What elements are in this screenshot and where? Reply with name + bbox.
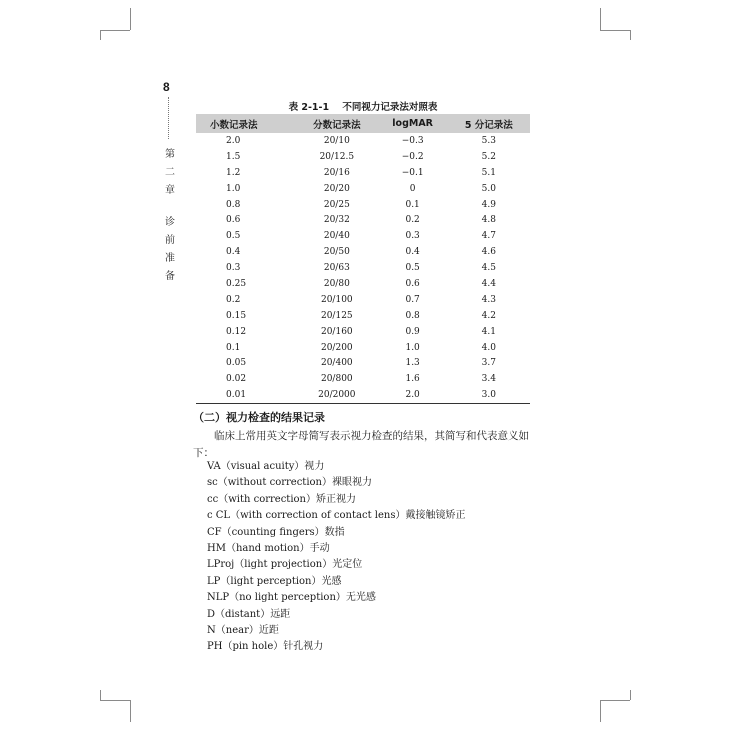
side-title-char: 备 xyxy=(165,271,175,282)
table-cell: 4.9 xyxy=(481,199,496,210)
table-number: 表 2-1-1 xyxy=(288,102,330,113)
table-cell: 4.4 xyxy=(481,278,496,289)
table-row xyxy=(196,244,530,260)
table-row xyxy=(196,228,530,244)
table-cell: 0.8 xyxy=(226,199,241,210)
table-header-row xyxy=(196,114,530,133)
crop-mark xyxy=(630,690,631,700)
table-cell: 0.01 xyxy=(196,387,296,403)
side-title-char: 前 xyxy=(165,235,175,246)
table-cell: 0.1 xyxy=(405,199,420,210)
side-dotted-rule xyxy=(168,97,169,139)
table-cell: 20/125 xyxy=(320,310,353,321)
table-cell: 0.8 xyxy=(405,310,420,321)
table-row xyxy=(196,355,530,371)
table-cell: 0.3 xyxy=(405,231,420,242)
table-cell: 1.3 xyxy=(405,358,420,369)
table-cell: 2.0 xyxy=(378,387,448,403)
page-number: 8 xyxy=(163,80,170,94)
table-cell: 3.0 xyxy=(448,387,530,403)
list-item: sc（without correction）裸眼视力 xyxy=(207,477,372,489)
table-cell: 20/63 xyxy=(323,263,350,274)
table-cell: 5.2 xyxy=(481,151,496,162)
side-chapter-gap xyxy=(163,200,177,214)
table-cell: 3.7 xyxy=(481,358,496,369)
crop-mark xyxy=(100,30,130,31)
list-item: HM（hand motion）手动 xyxy=(207,543,330,555)
table-cell: 4.2 xyxy=(481,310,496,321)
table-cell: 20/200 xyxy=(320,342,353,353)
header-decimal: 小数记录法 xyxy=(196,114,296,133)
list-item: NLP（no light perception）无光感 xyxy=(207,592,376,604)
table-row xyxy=(196,197,530,213)
visual-acuity-table xyxy=(196,114,530,404)
table-row xyxy=(196,181,530,197)
crop-mark xyxy=(130,8,131,30)
table-cell: 0.02 xyxy=(226,374,247,385)
table-cell: 20/40 xyxy=(323,231,350,242)
table-cell: 20/25 xyxy=(323,199,350,210)
table-cell: −0.2 xyxy=(401,151,424,162)
table-cell: 4.0 xyxy=(481,342,496,353)
side-title-char: 诊 xyxy=(165,217,175,228)
header-fraction: 分数记录法 xyxy=(296,114,378,133)
table-cell: 0.1 xyxy=(226,342,241,353)
table-cell: 1.0 xyxy=(226,183,241,194)
crop-mark xyxy=(600,8,601,30)
list-item: VA（visual acuity）视力 xyxy=(207,461,325,472)
table-cell: 4.7 xyxy=(481,231,496,242)
table-cell: 0.3 xyxy=(226,263,241,274)
table-row xyxy=(196,308,530,324)
table-row xyxy=(196,276,530,292)
table-caption xyxy=(196,99,530,113)
crop-mark xyxy=(130,700,131,722)
table-cell: 20/400 xyxy=(320,358,353,369)
table-row xyxy=(196,292,530,308)
table-cell: 5.1 xyxy=(481,167,496,178)
side-chapter-char: 章 xyxy=(165,185,175,196)
table-cell: 20/100 xyxy=(320,294,353,305)
crop-mark xyxy=(100,30,101,40)
abbreviation-list xyxy=(207,459,465,656)
table-row xyxy=(196,324,530,340)
table-cell: 0 xyxy=(409,183,416,194)
table-cell: −0.1 xyxy=(401,167,424,178)
table-cell: 4.8 xyxy=(481,215,496,226)
table-cell: 20/50 xyxy=(323,247,350,258)
list-item: c CL（with correction of contact lens）戴接触镜矫正 xyxy=(207,510,466,522)
crop-mark xyxy=(600,700,630,701)
table-row xyxy=(196,133,530,149)
table-title: 不同视力记录法对照表 xyxy=(342,102,438,113)
table-cell: 20/16 xyxy=(323,167,350,178)
table-cell: 1.2 xyxy=(226,167,241,178)
table-cell: 20/2000 xyxy=(296,387,378,403)
crop-mark xyxy=(630,30,631,40)
list-item: PH（pin hole）针孔视力 xyxy=(207,641,324,653)
table-body xyxy=(196,133,530,404)
intro-text: 临床上常用英文字母简写表示视力检查的结果，其简写和代表意义如下： xyxy=(193,430,529,459)
table-cell: −0.3 xyxy=(401,135,424,146)
crop-mark xyxy=(600,700,601,722)
table-row xyxy=(196,260,530,276)
table-cell: 4.5 xyxy=(481,263,496,274)
table-cell: 0.5 xyxy=(405,263,420,274)
table-cell: 0.2 xyxy=(405,215,420,226)
table-row xyxy=(196,165,530,181)
list-item: N（near）近距 xyxy=(207,625,279,637)
side-chapter-label xyxy=(163,146,177,286)
side-title-char: 准 xyxy=(165,253,175,264)
table-cell: 0.6 xyxy=(226,215,241,226)
table-row xyxy=(196,149,530,165)
table-cell: 2.0 xyxy=(226,135,241,146)
table-cell: 4.1 xyxy=(481,326,496,337)
table-cell: 0.4 xyxy=(405,247,420,258)
table-row xyxy=(196,212,530,228)
crop-mark xyxy=(100,700,130,701)
intro-paragraph xyxy=(193,428,536,462)
table-cell: 20/80 xyxy=(323,278,350,289)
side-chapter-char: 第 xyxy=(165,149,175,160)
table-cell: 0.25 xyxy=(226,278,247,289)
table-cell: 20/12.5 xyxy=(319,151,355,162)
table-cell: 0.05 xyxy=(226,358,247,369)
table-row xyxy=(196,387,530,403)
table-cell: 0.12 xyxy=(226,326,247,337)
table-cell: 5.0 xyxy=(481,183,496,194)
table-cell: 20/20 xyxy=(323,183,350,194)
table-cell: 20/10 xyxy=(323,135,350,146)
table-cell: 0.6 xyxy=(405,278,420,289)
table-cell: 0.15 xyxy=(226,310,247,321)
table-cell: 0.7 xyxy=(405,294,420,305)
table-cell: 0.4 xyxy=(226,247,241,258)
list-item: LP（light perception）光感 xyxy=(207,575,342,587)
table-cell: 20/800 xyxy=(320,374,353,385)
table-cell: 1.6 xyxy=(405,374,420,385)
table-cell: 1.0 xyxy=(405,342,420,353)
table-cell: 20/32 xyxy=(323,215,350,226)
table-cell: 5.3 xyxy=(481,135,496,146)
list-item: LProj（light projection）光定位 xyxy=(207,559,363,571)
table-cell: 1.5 xyxy=(226,151,241,162)
table-row xyxy=(196,340,530,356)
list-item: cc（with correction）矫正视力 xyxy=(207,493,356,505)
table-row xyxy=(196,371,530,387)
section-heading: （二）视力检查的结果记录 xyxy=(193,411,325,424)
header-five-point: 5 分记录法 xyxy=(448,114,530,133)
table-cell: 4.3 xyxy=(481,294,496,305)
table-cell: 0.2 xyxy=(226,294,241,305)
table-cell: 4.6 xyxy=(481,247,496,258)
list-item: CF（counting fingers）数指 xyxy=(207,526,345,538)
table-cell: 0.5 xyxy=(226,231,241,242)
crop-mark xyxy=(100,690,101,700)
table-cell: 3.4 xyxy=(481,374,496,385)
header-logmar: logMAR xyxy=(378,114,448,133)
table-cell: 0.9 xyxy=(405,326,420,337)
side-chapter-char: 二 xyxy=(165,167,175,178)
crop-mark xyxy=(600,30,630,31)
table-cell: 20/160 xyxy=(320,326,353,337)
list-item: D（distant）远距 xyxy=(207,608,291,620)
